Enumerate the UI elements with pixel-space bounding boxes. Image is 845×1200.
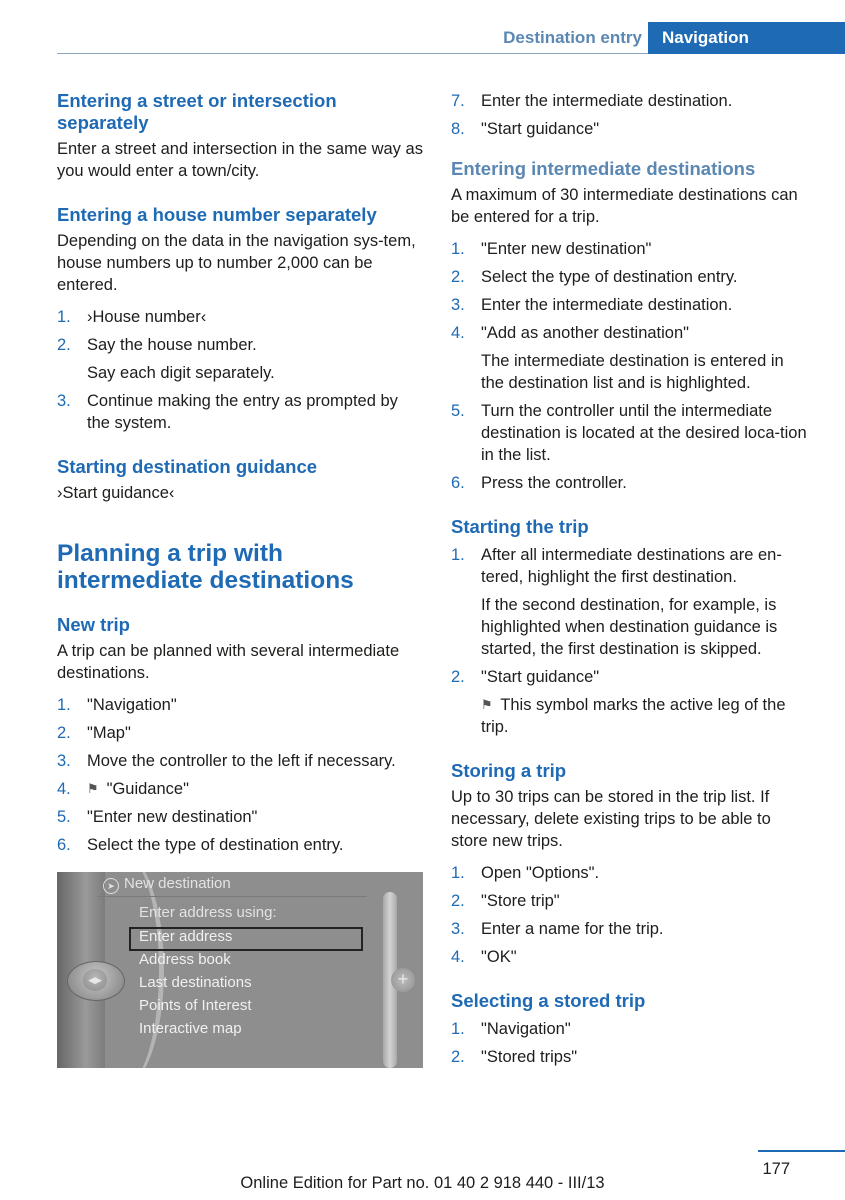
list-item <box>57 834 425 856</box>
list-item <box>451 862 811 884</box>
step-text: ›House number‹ <box>87 308 207 326</box>
step-text: "Start guidance" <box>481 668 600 686</box>
list-item <box>451 472 811 494</box>
menu-item: Enter address <box>139 928 233 945</box>
step-number: 1. <box>451 546 465 564</box>
guidance-flag-icon: ⚑ <box>481 697 493 712</box>
list-item <box>451 1046 811 1068</box>
step-text: "Store trip" <box>481 892 560 910</box>
steps-list <box>451 90 811 140</box>
list-item <box>57 806 425 828</box>
footer-rule <box>758 1150 845 1152</box>
step-text: Enter a name for the trip. <box>481 920 664 938</box>
plus-icon: + <box>391 968 415 992</box>
screen-menu-heading: Enter address using: <box>139 904 277 921</box>
section-storing-trip <box>451 760 811 968</box>
list-item <box>451 1018 811 1040</box>
menu-item: Interactive map <box>139 1020 242 1037</box>
step-number: 6. <box>57 836 71 854</box>
step-text: "Guidance" <box>106 780 189 798</box>
step-number: 6. <box>451 474 465 492</box>
edition-note: Online Edition for Part no. 01 40 2 918 440 - III/13 <box>240 1174 605 1192</box>
step-text: "Add as another destination" <box>481 324 690 342</box>
screen-title-text: New destination <box>124 875 231 892</box>
screen-title <box>103 874 231 894</box>
section-street-intersection <box>57 90 425 182</box>
page-number: 177 <box>762 1160 790 1178</box>
step-text: Turn the controller until the intermediate destination is located at the desired loca-tion in the list. <box>481 402 807 464</box>
step-text: Select the type of destination entry. <box>87 836 344 854</box>
list-item <box>451 544 811 660</box>
section-selecting-stored-trip <box>451 990 811 1068</box>
step-number: 1. <box>451 240 465 258</box>
step-number: 2. <box>451 668 465 686</box>
menu-item: Last destinations <box>139 974 252 991</box>
step-number: 4. <box>451 324 465 342</box>
step-number: 1. <box>451 1020 465 1038</box>
step-number: 2. <box>451 268 465 286</box>
list-item <box>451 666 811 738</box>
step-number: 3. <box>57 752 71 770</box>
list-item <box>57 306 425 328</box>
step-text: "Enter new destination" <box>481 240 652 258</box>
section-heading: Entering intermediate destinations <box>451 158 756 179</box>
step-number: 1. <box>57 308 71 326</box>
step-text: "Navigation" <box>87 696 177 714</box>
section-heading: New trip <box>57 614 130 635</box>
idrive-screen-image <box>57 872 423 1068</box>
section-text: ›Start guidance‹ <box>57 484 175 502</box>
chapter-heading: Planning a trip with intermediate destinations <box>57 540 354 594</box>
list-item <box>57 334 425 384</box>
step-text: Select the type of destination entry. <box>481 268 738 286</box>
step-number: 3. <box>451 920 465 938</box>
step-text: "Enter new destination" <box>87 808 258 826</box>
list-item <box>451 90 811 112</box>
step-note: The intermediate destination is entered in the destination list and is highlighted. <box>481 352 784 392</box>
header-section-title: Destination entry <box>503 28 642 47</box>
step-text: Continue making the entry as prompted by the system. <box>87 392 398 432</box>
controller-center-icon: ◀▶ <box>83 969 107 991</box>
step-text: "OK" <box>481 948 517 966</box>
steps-list <box>57 306 425 434</box>
step-number: 1. <box>57 696 71 714</box>
step-note <box>481 694 811 738</box>
list-item <box>451 890 811 912</box>
list-item <box>57 722 425 744</box>
menu-item: Points of Interest <box>139 997 252 1014</box>
step-number: 5. <box>57 808 71 826</box>
section-text: A maximum of 30 intermediate destinations can be entered for a trip. <box>451 186 798 226</box>
section-heading: Starting the trip <box>451 516 589 537</box>
section-house-number <box>57 204 425 434</box>
list-item <box>57 390 425 434</box>
navigation-icon: ➤ <box>103 878 119 894</box>
steps-list <box>451 238 811 494</box>
list-item <box>57 750 425 772</box>
section-text: A trip can be planned with several intermediate destinations. <box>57 642 400 682</box>
left-column <box>57 90 425 1068</box>
step-note-text: This symbol marks the active leg of the trip. <box>481 696 786 736</box>
section-text: Enter a street and intersection in the same way as you would enter a town/city. <box>57 140 423 180</box>
guidance-flag-icon: ⚑ <box>87 781 99 796</box>
step-number: 1. <box>451 864 465 882</box>
menu-item: Address book <box>139 951 231 968</box>
step-text: Move the controller to the left if necessary. <box>87 752 396 770</box>
list-item <box>57 778 425 800</box>
list-item <box>451 266 811 288</box>
step-number: 3. <box>57 392 71 410</box>
section-heading: Storing a trip <box>451 760 567 781</box>
step-text: Enter the intermediate destination. <box>481 296 733 314</box>
step-text: Enter the intermediate destination. <box>481 92 733 110</box>
step-number: 7. <box>451 92 465 110</box>
step-text: After all intermediate destinations are en-tered, highlight the first destination. <box>481 546 782 586</box>
step-text: Say the house number. <box>87 336 257 354</box>
section-text: Depending on the data in the navigation sys-tem, house numbers up to number 2,000 can be entered. <box>57 232 416 294</box>
step-text: "Navigation" <box>481 1020 571 1038</box>
step-note: If the second destination, for example, is highlighted when destination guidance is started, the first destination is skipped. <box>481 596 778 658</box>
step-text: Open "Options". <box>481 864 600 882</box>
step-number: 4. <box>57 780 71 798</box>
step-text: "Stored trips" <box>481 1048 578 1066</box>
section-intermediate-destinations <box>451 158 811 494</box>
step-number: 2. <box>57 724 71 742</box>
section-heading: Starting destination guidance <box>57 456 318 477</box>
step-number: 3. <box>451 296 465 314</box>
step-note: Say each digit separately. <box>87 364 275 382</box>
section-heading: Selecting a stored trip <box>451 990 646 1011</box>
step-number: 4. <box>451 948 465 966</box>
section-starting-trip <box>451 516 811 738</box>
step-number: 2. <box>451 892 465 910</box>
section-text: Up to 30 trips can be stored in the trip list. If necessary, delete existing trips to be able to store new trips. <box>451 788 771 850</box>
step-number: 5. <box>451 402 465 420</box>
list-item <box>451 918 811 940</box>
steps-list <box>451 544 811 738</box>
section-heading: Entering a street or intersection separately <box>57 90 337 133</box>
header-chapter-tab: Navigation <box>648 22 845 54</box>
steps-list <box>57 694 425 856</box>
step-text: "Start guidance" <box>481 120 600 138</box>
list-item <box>57 694 425 716</box>
right-column <box>451 90 811 1074</box>
section-heading: Entering a house number separately <box>57 204 377 225</box>
step-text: Press the controller. <box>481 474 627 492</box>
steps-list <box>451 862 811 968</box>
screen-divider <box>97 896 367 897</box>
list-item <box>451 294 811 316</box>
list-item <box>451 118 811 140</box>
section-new-trip <box>57 614 425 1068</box>
list-item <box>451 946 811 968</box>
steps-list <box>451 1018 811 1068</box>
list-item <box>451 238 811 260</box>
section-start-guidance <box>57 456 425 504</box>
step-number: 8. <box>451 120 465 138</box>
step-number: 2. <box>451 1048 465 1066</box>
step-text: "Map" <box>87 724 131 742</box>
list-item <box>451 400 811 466</box>
list-item <box>451 322 811 394</box>
step-number: 2. <box>57 336 71 354</box>
